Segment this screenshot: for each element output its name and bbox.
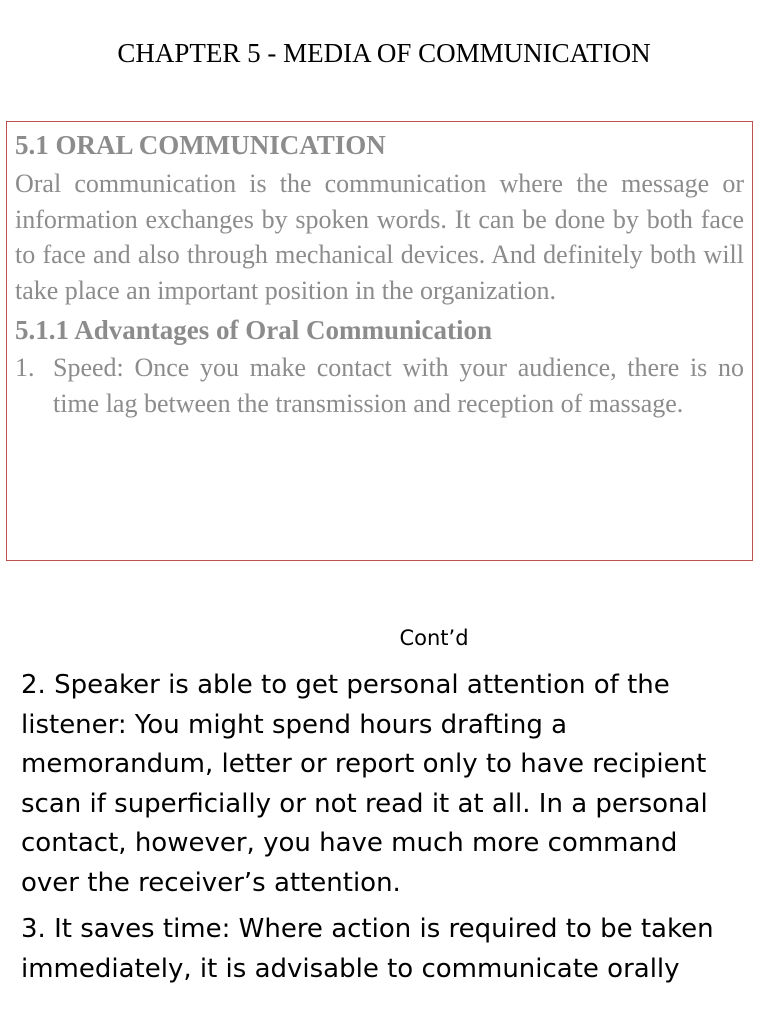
- list-item: [15, 350, 744, 422]
- advantage-point-2: 2. Speaker is able to get personal attention of the listener: You might spend hours drafting a memorandum, letter or report only to have recipient scan if superficially or not read it at all. In a personal contact, however, you have much more command over the receiver’s attention.: [21, 670, 708, 898]
- advantage-point-3: 3. It saves time: Where action is required to be taken immediately, it is advisable to communicate orally: [21, 914, 714, 984]
- slide-title: CHAPTER 5 - MEDIA OF COMMUNICATION: [117, 38, 651, 68]
- section-heading: 5.1 ORAL COMMUNICATION: [15, 130, 386, 160]
- oral-communication-box: [6, 121, 753, 561]
- section-paragraph: Oral communication is the communication where the message or information exchanges by spoken words. It can be done by both face to face and also through mechanical devices. And definitely both will take place an important position in the organization.: [15, 169, 744, 305]
- subsection-heading: 5.1.1 Advantages of Oral Communication: [15, 315, 493, 345]
- list-item-number: 1.: [15, 353, 35, 382]
- continued-label: Cont’d: [399, 626, 469, 650]
- list-item-text: Speed: Once you make contact with your audience, there is no time lag between the transmission and reception of massage.: [53, 353, 744, 418]
